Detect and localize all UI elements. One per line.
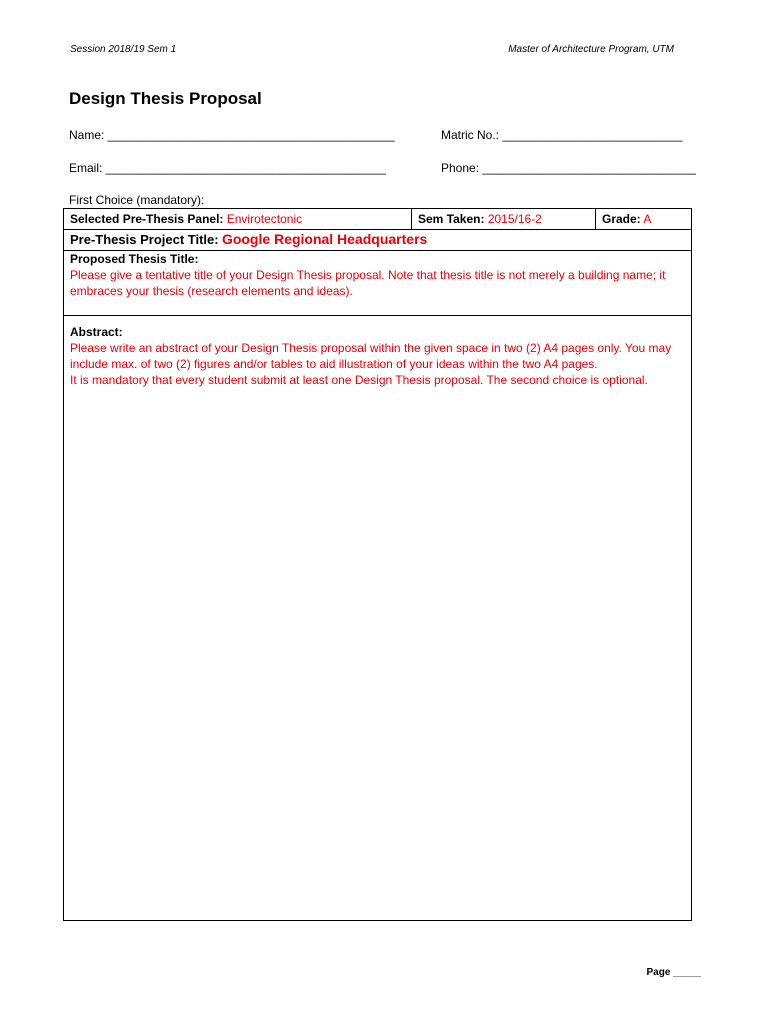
- proposal-form-table: [63, 208, 692, 921]
- grade-value: A: [643, 212, 652, 226]
- first-choice-label: First Choice (mandatory):: [69, 193, 205, 207]
- panel-label: Selected Pre-Thesis Panel:: [70, 212, 224, 226]
- proposed-title-row[interactable]: [64, 251, 691, 316]
- sem-value: 2015/16-2: [487, 212, 542, 226]
- session-header: Session 2018/19 Sem 1: [70, 44, 177, 55]
- panel-cell[interactable]: [64, 209, 411, 229]
- grade-cell[interactable]: [595, 209, 691, 229]
- name-field[interactable]: Name: ___________________________________________: [69, 128, 395, 142]
- phone-field[interactable]: Phone: ________________________________: [441, 161, 696, 175]
- proposed-title-label: Proposed Thesis Title:: [70, 252, 199, 266]
- proposed-title-instructions: Please give a tentative title of your Design Thesis proposal. Note that thesis title is not merely a building name; it embraces your thesis (research elements and ideas).: [70, 268, 666, 298]
- abstract-instructions-1: Please write an abstract of your Design Thesis proposal within the given space in two (2) A4 pages only. You may include max. of two (2) figures and/or tables to aid illustration of your ideas within the two A4 pages.: [70, 341, 672, 371]
- project-value: Google Regional Headquarters: [221, 231, 428, 247]
- panel-value: Envirotectonic: [226, 212, 303, 226]
- panel-row: [64, 209, 691, 230]
- program-header: Master of Architecture Program, UTM: [508, 44, 674, 55]
- project-row: [64, 230, 691, 251]
- abstract-instructions-2: It is mandatory that every student submit at least one Design Thesis proposal. The second choice is optional.: [70, 373, 648, 387]
- page-title: Design Thesis Proposal: [69, 89, 262, 108]
- abstract-area[interactable]: [64, 316, 691, 920]
- project-cell[interactable]: [64, 230, 691, 250]
- grade-label: Grade:: [602, 212, 641, 226]
- sem-label: Sem Taken:: [418, 212, 485, 226]
- email-field[interactable]: Email: __________________________________________: [69, 161, 386, 175]
- matric-field[interactable]: Matric No.: ___________________________: [441, 128, 683, 142]
- page-number-label: Page _____: [646, 967, 701, 978]
- sem-cell[interactable]: [411, 209, 595, 229]
- abstract-label: Abstract:: [70, 325, 123, 339]
- project-label: Pre-Thesis Project Title:: [70, 232, 219, 247]
